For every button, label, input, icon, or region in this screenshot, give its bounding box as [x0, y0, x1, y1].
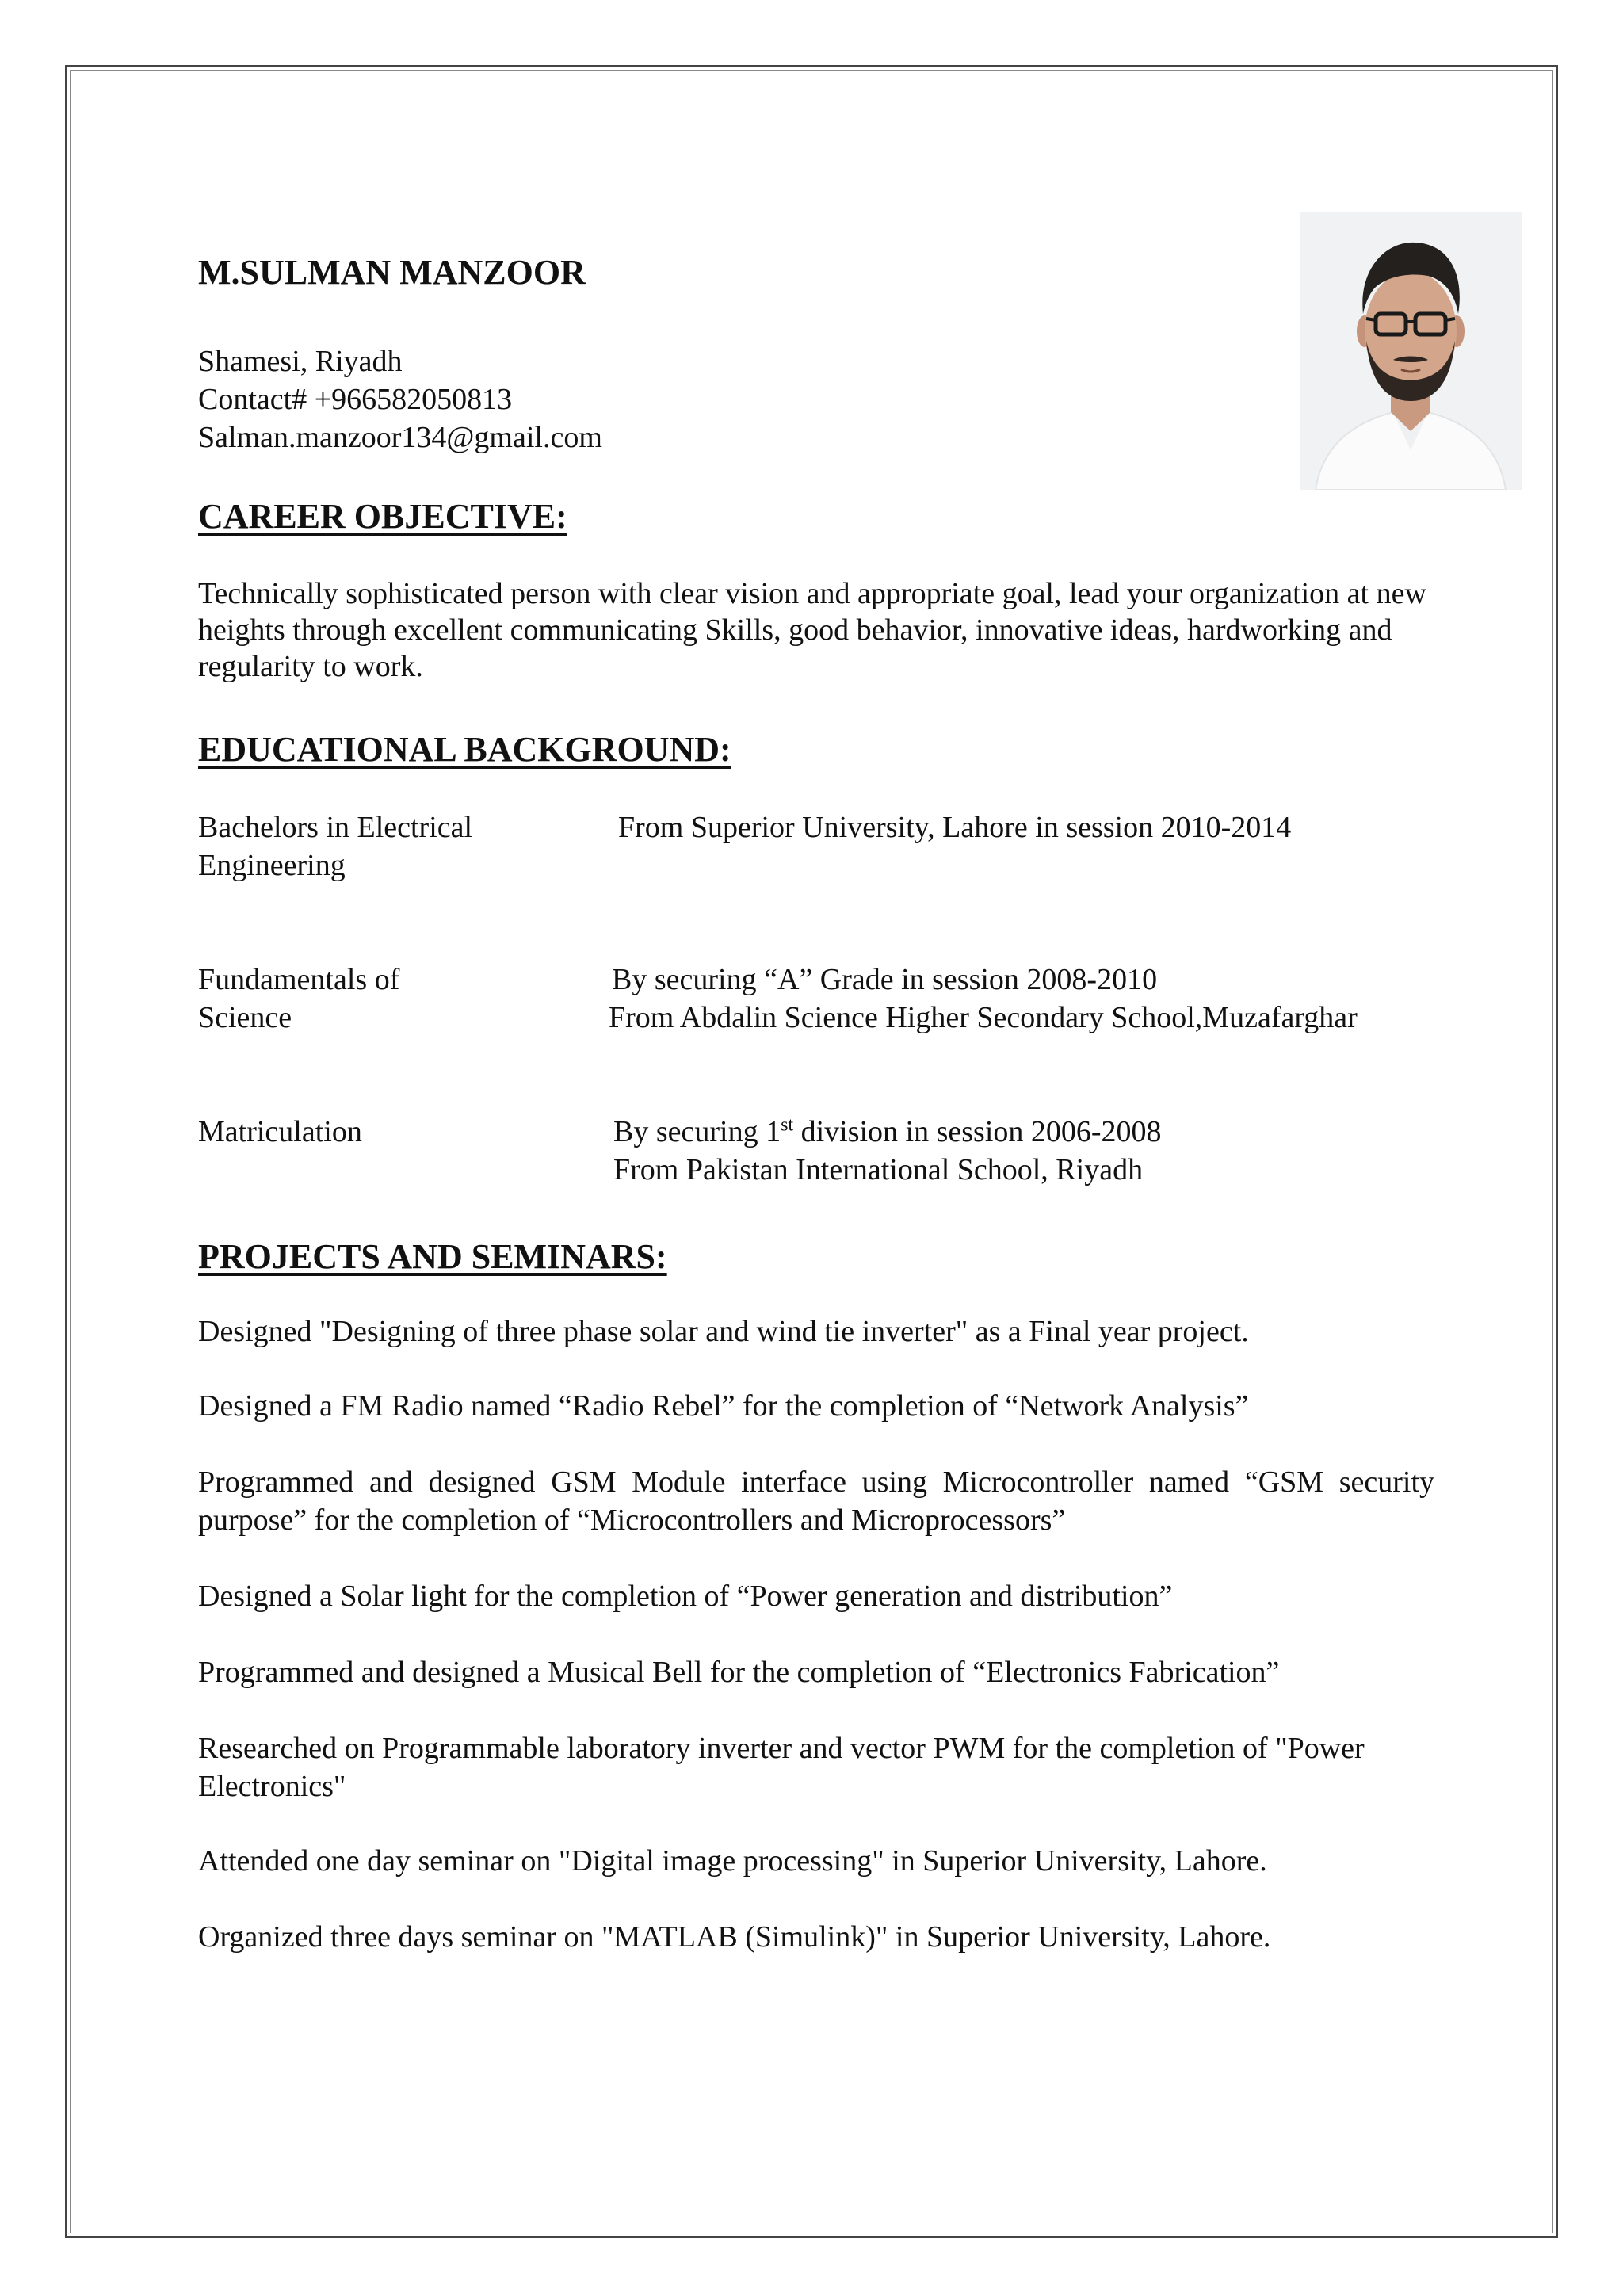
career-objective-text: Technically sophisticated person with clear vision and appropriate goal, lead your organization at new heights through excellent communicating Skills, good behavior, innovative ideas, hardworking and regularity to work.	[198, 577, 1426, 683]
education-degree: Bachelors in Electrical Engineering	[198, 811, 473, 882]
education-detail: From Superior University, Lahore in session 2010-2014	[618, 811, 1292, 844]
project-item: Programmed and designed a Musical Bell for the completion of “Electronics Fabrication”	[198, 1656, 1280, 1689]
candidate-name: M.SULMAN MANZOOR	[198, 253, 586, 292]
project-item: Designed a Solar light for the completion of “Power generation and distribution”	[198, 1580, 1173, 1613]
profile-photo	[1300, 212, 1522, 490]
email-line: Salman.manzoor134@gmail.com	[198, 421, 602, 454]
education-degree: Fundamentals of Science	[198, 963, 400, 1034]
education-detail: By securing 1st division in session 2006-2008	[613, 1114, 1162, 1148]
phone-line: Contact# +966582050813	[198, 383, 513, 416]
education-detail: By securing “A” Grade in session 2008-2010	[612, 963, 1158, 996]
education-degree: Matriculation	[198, 1115, 362, 1148]
education-detail: From Pakistan International School, Riyadh	[613, 1153, 1144, 1186]
projects-heading: PROJECTS AND SEMINARS:	[198, 1237, 667, 1276]
career-objective-heading: CAREER OBJECTIVE:	[198, 497, 567, 536]
education-detail: From Abdalin Science Higher Secondary School,Muzafarghar	[609, 1001, 1358, 1034]
project-item: Organized three days seminar on "MATLAB (Simulink)" in Superior University, Lahore.	[198, 1920, 1271, 1954]
project-item: Attended one day seminar on "Digital image processing" in Superior University, Lahore.	[198, 1844, 1267, 1878]
education-heading: EDUCATIONAL BACKGROUND:	[198, 730, 731, 769]
address-line: Shamesi, Riyadh	[198, 345, 403, 378]
project-item: Designed a FM Radio named “Radio Rebel” for the completion of “Network Analysis”	[198, 1389, 1249, 1423]
project-item: Researched on Programmable laboratory inverter and vector PWM for the completion of "Power Electronics"	[198, 1732, 1365, 1803]
project-item: Programmed and designed GSM Module interface using Microcontroller named “GSM security purpose” for the completion of “Microcontrollers and Microprocessors”	[198, 1465, 1434, 1537]
contact-block	[198, 342, 602, 457]
project-item: Designed "Designing of three phase solar and wind tie inverter" as a Final year project.	[198, 1315, 1249, 1348]
